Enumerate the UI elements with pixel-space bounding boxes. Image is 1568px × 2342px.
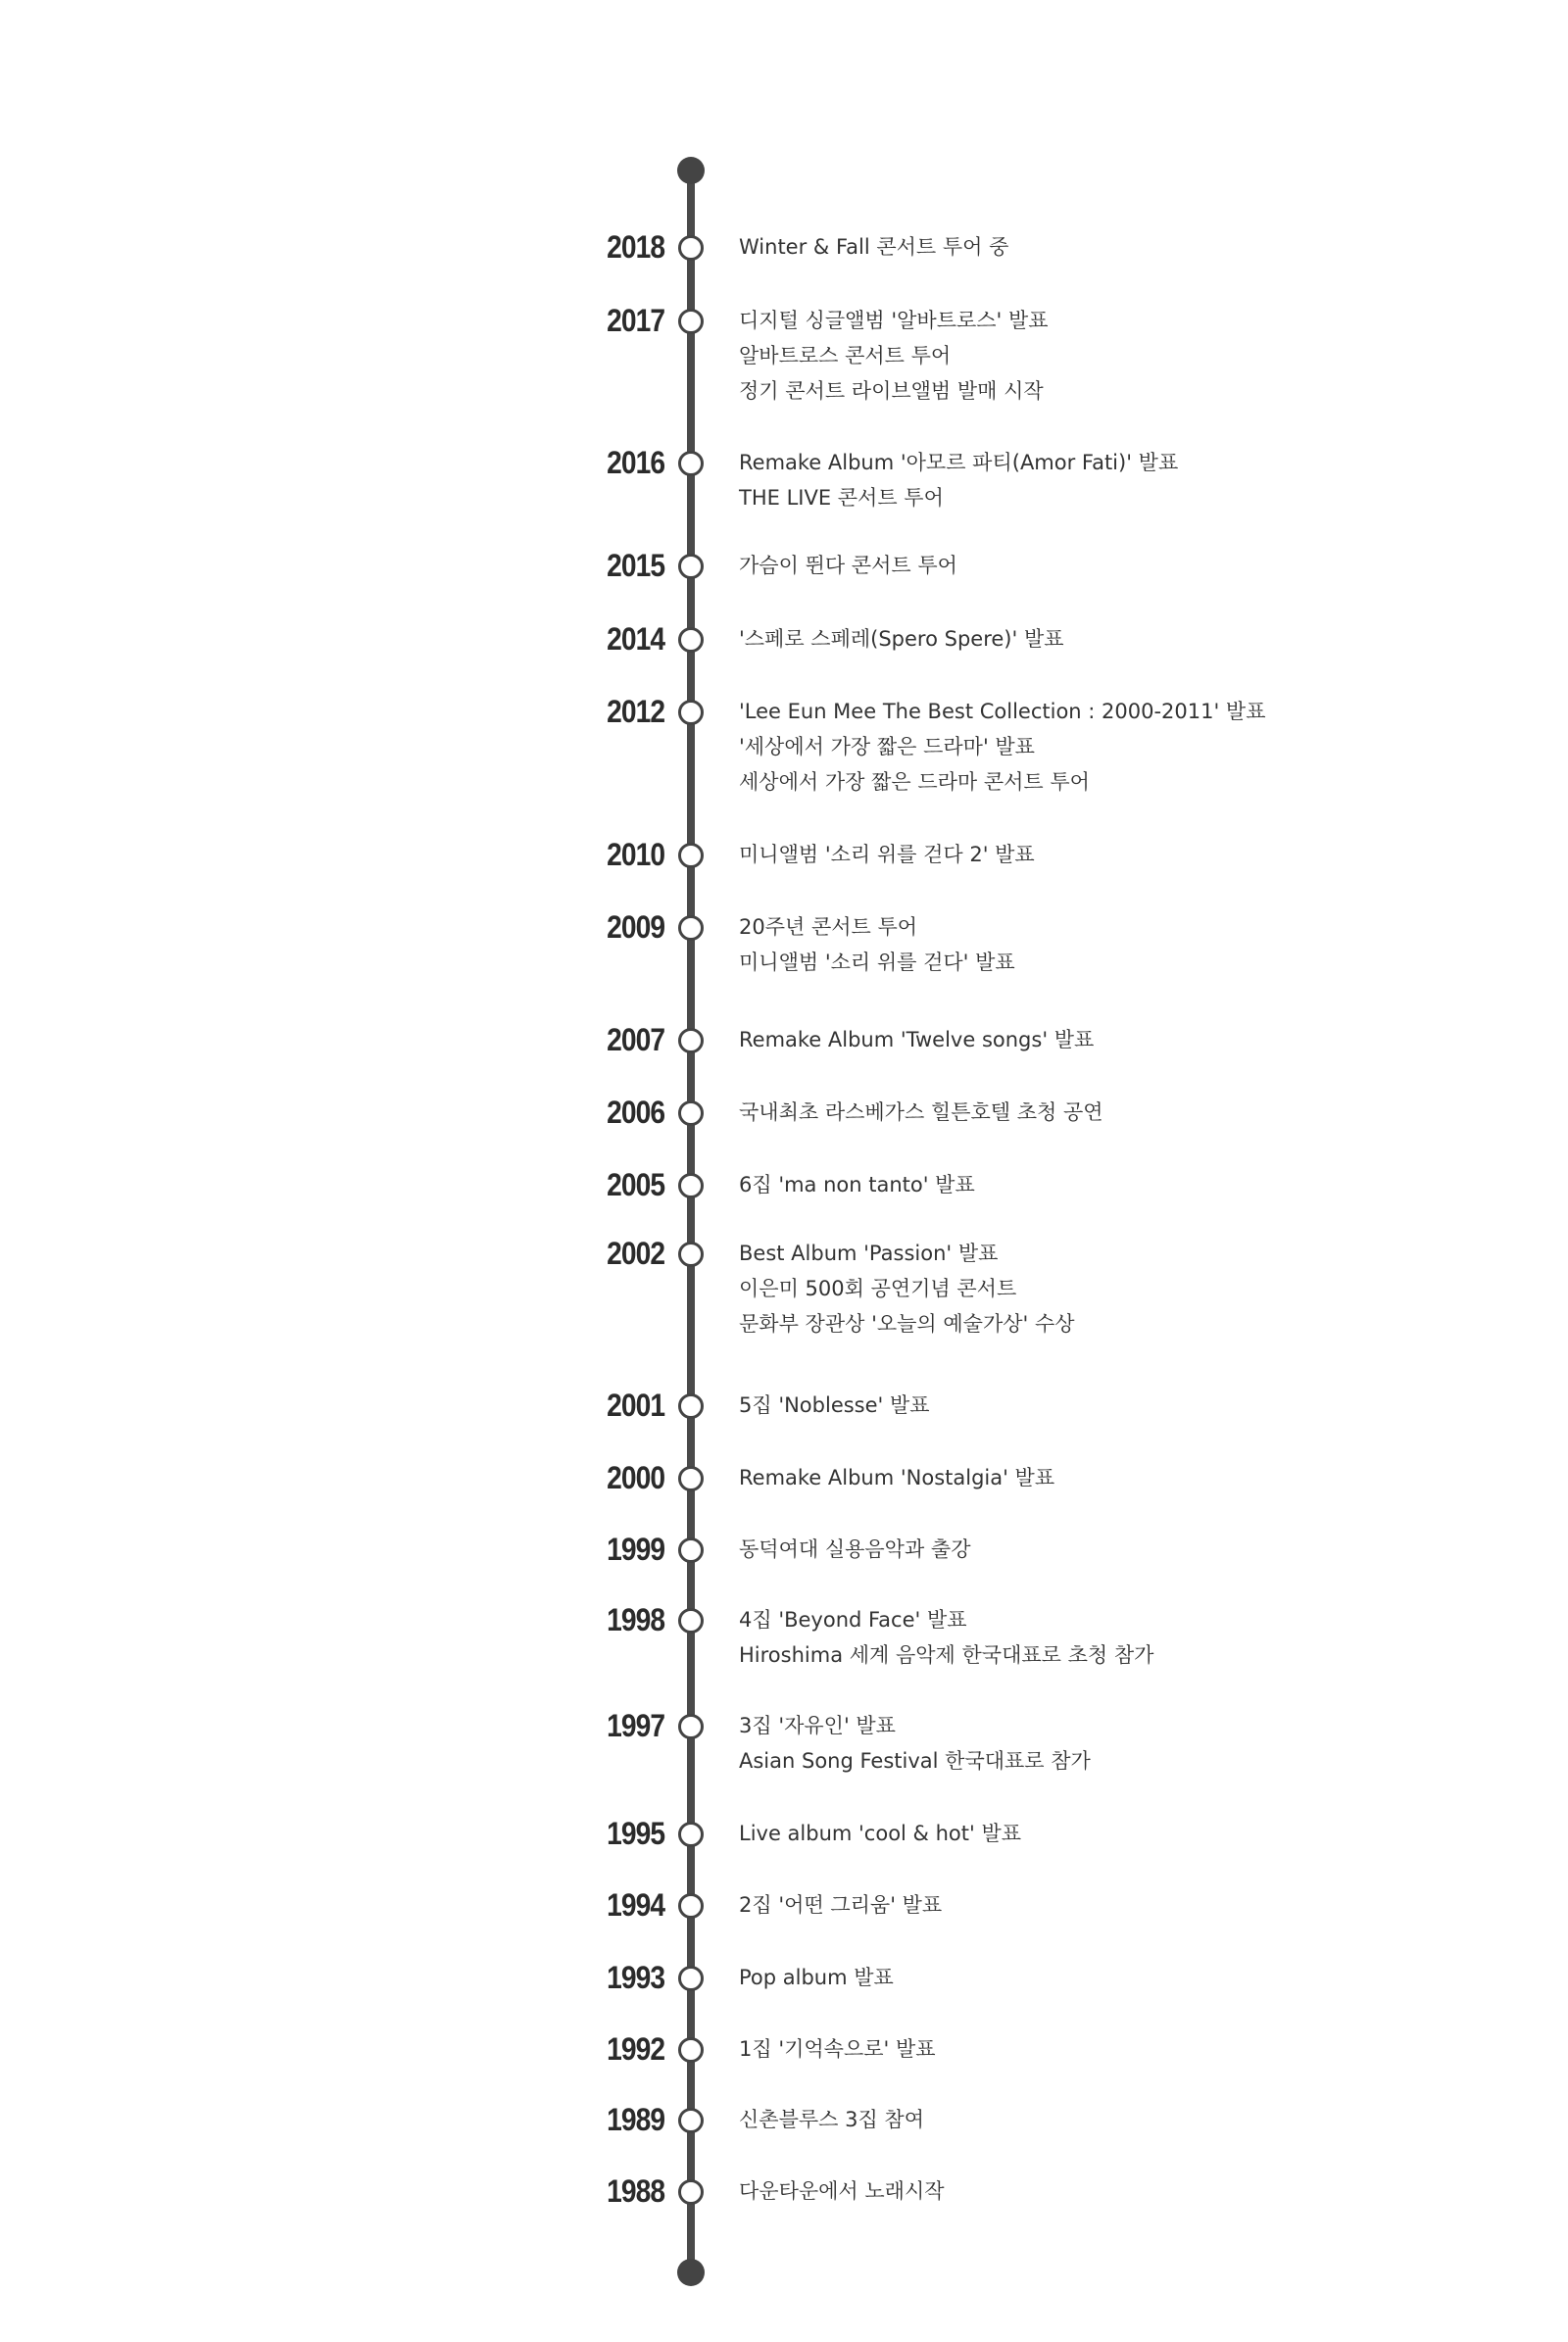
event-text: '세상에서 가장 짧은 드라마' 발표 xyxy=(739,735,1035,758)
event-text: 4집 'Beyond Face' 발표 xyxy=(739,1608,967,1632)
event-text: 신촌블루스 3집 참여 xyxy=(739,2108,924,2131)
event-text: 6집 'ma non tanto' 발표 xyxy=(739,1173,975,1196)
entry-year: 2012 xyxy=(606,694,664,729)
entry-year: 2015 xyxy=(606,548,664,583)
entry-year: 2010 xyxy=(606,837,664,872)
event-text: 가슴이 뛴다 콘서트 투어 xyxy=(739,554,957,577)
timeline-node xyxy=(678,700,704,725)
timeline-node xyxy=(678,1966,704,1991)
timeline-node xyxy=(678,451,704,476)
timeline-line xyxy=(687,167,695,2273)
entry-year: 2006 xyxy=(606,1095,664,1130)
entry-year: 1999 xyxy=(606,1532,664,1567)
event-text: THE LIVE 콘서트 투어 xyxy=(739,486,944,510)
event-text: 5집 'Noblesse' 발표 xyxy=(739,1393,930,1417)
event-text: Winter & Fall 콘서트 투어 중 xyxy=(739,235,1009,259)
entry-events xyxy=(739,303,1049,409)
entry-events xyxy=(739,1602,1153,1673)
entry-events xyxy=(739,837,1035,872)
entry-events xyxy=(739,229,1008,265)
entry-year: 1998 xyxy=(606,1602,664,1637)
timeline-node xyxy=(678,2108,704,2133)
entry-events xyxy=(739,1095,1103,1130)
timeline-node xyxy=(678,1100,704,1126)
entry-events xyxy=(739,621,1064,657)
event-text: 디지털 싱글앨범 '알바트로스' 발표 xyxy=(739,309,1049,332)
timeline-node xyxy=(678,1893,704,1919)
entry-events xyxy=(739,1167,975,1202)
event-text: Asian Song Festival 한국대표로 참가 xyxy=(739,1749,1091,1773)
entry-year: 2014 xyxy=(606,621,664,657)
timeline-node xyxy=(678,1822,704,1847)
entry-year: 2009 xyxy=(606,909,664,945)
event-text: 문화부 장관상 '오늘의 예술가상' 수상 xyxy=(739,1312,1075,1336)
entry-events xyxy=(739,1388,930,1423)
timeline-node xyxy=(678,1393,704,1419)
event-text: 동덕여대 실용음악과 출강 xyxy=(739,1537,971,1561)
entry-events xyxy=(739,1236,1075,1342)
timeline-node xyxy=(678,915,704,941)
timeline-node xyxy=(678,2179,704,2205)
timeline-end-dot xyxy=(677,2259,705,2286)
entry-events xyxy=(739,445,1178,515)
entry-year: 1997 xyxy=(606,1708,664,1743)
event-text: 다운타운에서 노래시작 xyxy=(739,2179,945,2203)
entry-year: 1988 xyxy=(606,2173,664,2209)
entry-events xyxy=(739,1816,1021,1851)
timeline-node xyxy=(678,627,704,653)
event-text: Remake Album 'Twelve songs' 발표 xyxy=(739,1028,1095,1051)
entry-events xyxy=(739,2102,924,2137)
timeline-node xyxy=(678,1714,704,1739)
entry-year: 2016 xyxy=(606,445,664,480)
entry-events xyxy=(739,2173,945,2209)
entry-year: 1994 xyxy=(606,1887,664,1923)
timeline-start-dot xyxy=(677,157,705,184)
event-text: Best Album 'Passion' 발표 xyxy=(739,1242,999,1265)
entry-events xyxy=(739,1022,1094,1057)
entry-year: 2002 xyxy=(606,1236,664,1271)
entry-events xyxy=(739,1960,894,1995)
timeline-node xyxy=(678,1173,704,1198)
entry-year: 1989 xyxy=(606,2102,664,2137)
entry-events xyxy=(739,909,1015,980)
entry-year: 2007 xyxy=(606,1022,664,1057)
event-text: 정기 콘서트 라이브앨범 발매 시작 xyxy=(739,379,1044,403)
entry-events xyxy=(739,1887,942,1923)
entry-events xyxy=(739,1460,1054,1495)
event-text: Remake Album 'Nostalgia' 발표 xyxy=(739,1466,1055,1489)
event-text: 3집 '자유인' 발표 xyxy=(739,1714,896,1737)
entry-events xyxy=(739,548,957,583)
event-text: 20주년 콘서트 투어 xyxy=(739,915,918,939)
event-text: Hiroshima 세계 음악제 한국대표로 초청 참가 xyxy=(739,1643,1154,1667)
entry-year: 2018 xyxy=(606,229,664,265)
timeline-node xyxy=(678,2037,704,2063)
timeline-node xyxy=(678,1537,704,1563)
event-text: 미니앨범 '소리 위를 걷다 2' 발표 xyxy=(739,843,1035,866)
event-text: Pop album 발표 xyxy=(739,1966,894,1989)
event-text: 국내최초 라스베가스 힐튼호텔 초청 공연 xyxy=(739,1100,1103,1124)
entry-year: 1993 xyxy=(606,1960,664,1995)
entry-events xyxy=(739,694,1266,800)
entry-year: 2000 xyxy=(606,1460,664,1495)
timeline-node xyxy=(678,309,704,334)
event-text: 미니앨범 '소리 위를 걷다' 발표 xyxy=(739,951,1015,974)
event-text: 세상에서 가장 짧은 드라마 콘서트 투어 xyxy=(739,770,1090,794)
timeline-node xyxy=(678,554,704,579)
entry-year: 2017 xyxy=(606,303,664,338)
entry-year: 2001 xyxy=(606,1388,664,1423)
event-text: '스페로 스페레(Spero Spere)' 발표 xyxy=(739,627,1064,651)
event-text: Remake Album '아모르 파티(Amor Fati)' 발표 xyxy=(739,451,1179,474)
entry-events xyxy=(739,2031,936,2067)
event-text: 이은미 500회 공연기념 콘서트 xyxy=(739,1277,1017,1300)
timeline-node xyxy=(678,1242,704,1267)
timeline-node xyxy=(678,1608,704,1634)
entry-year: 1992 xyxy=(606,2031,664,2067)
entry-year: 1995 xyxy=(606,1816,664,1851)
timeline-node xyxy=(678,1466,704,1491)
event-text: 2집 '어떤 그리움' 발표 xyxy=(739,1893,943,1917)
entry-events xyxy=(739,1532,971,1567)
event-text: Live album 'cool & hot' 발표 xyxy=(739,1822,1022,1845)
timeline-node xyxy=(678,843,704,868)
event-text: 'Lee Eun Mee The Best Collection : 2000-2011' 발표 xyxy=(739,700,1266,723)
timeline-node xyxy=(678,1028,704,1053)
event-text: 알바트로스 콘서트 투어 xyxy=(739,344,952,367)
entry-year: 2005 xyxy=(606,1167,664,1202)
event-text: 1집 '기억속으로' 발표 xyxy=(739,2037,936,2061)
timeline-node xyxy=(678,235,704,261)
entry-events xyxy=(739,1708,1091,1779)
